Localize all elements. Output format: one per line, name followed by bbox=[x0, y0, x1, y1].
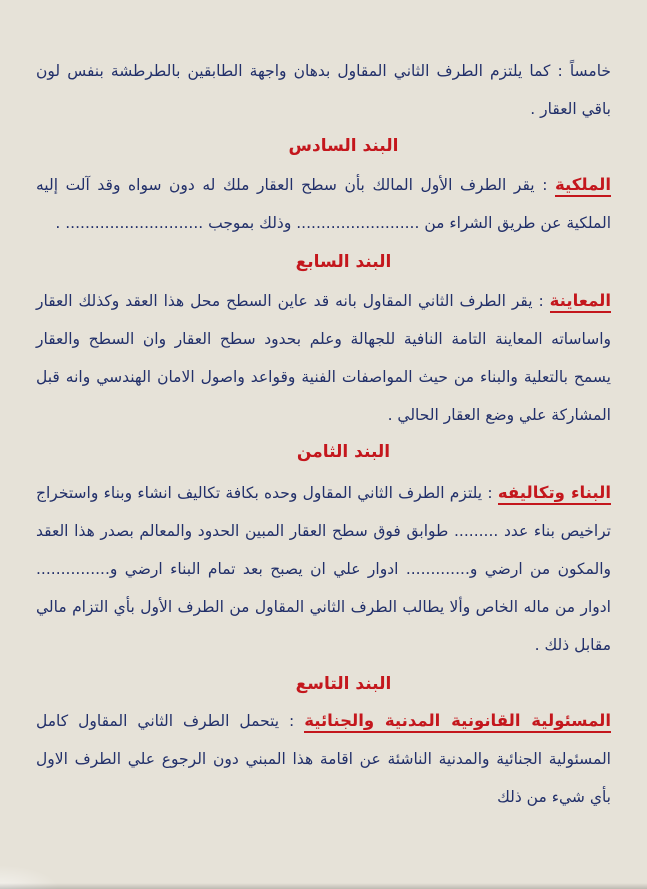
page-bottom-shadow bbox=[0, 883, 647, 889]
clause-eight-heading: البند الثامن bbox=[296, 442, 391, 462]
clause-nine-lead: المسئولية القانونية المدنية والجنائية bbox=[304, 711, 611, 733]
clause-seven-lead: المعاينة bbox=[550, 291, 611, 313]
clause-six-text: : يقر الطرف الأول المالك بأن سطح العقار ملك له دون سواه وقد آلت إليه الملكية عن طريق الشراء من ......................... وذلك بموجب ............................ . bbox=[36, 176, 611, 232]
clause-eight-text: : يلتزم الطرف الثاني المقاول وحده بكافة تكاليف انشاء وبناء واستخراج تراخيص بناء عدد ......... طوابق فوق سطح العقار المبين الحدود والمعالم بصدر هذا العقد والمكون من ارضي و............. ادوار علي ان يصبح بعد تمام البناء ارضي و............... ادوار من ماله الخاص وألا يطالب الطرف الثاني المقاول من الطرف الأول بأي التزام مالي مقابل ذلك . bbox=[36, 484, 611, 654]
clause-six-lead: الملكية bbox=[555, 175, 611, 197]
clause-nine-paragraph bbox=[36, 702, 611, 816]
clause-six-paragraph bbox=[36, 166, 611, 242]
clause-seven-paragraph bbox=[36, 282, 611, 434]
clause-eight-lead: البناء وتكاليفه bbox=[498, 483, 611, 505]
clause-fifth-paragraph: خامساً : كما يلتزم الطرف الثاني المقاول بدهان واجهة الطابقين بالطرطشة بنفس لون باقي العقار . bbox=[36, 62, 611, 118]
clause-six-heading: البند السادس bbox=[288, 136, 399, 156]
clause-seven-text: : يقر الطرف الثاني المقاول بانه قد عاين السطح محل هذا العقد وكذلك العقار واساساته المعاينة التامة النافية للجهالة وعلم بحدود سطح العقار وان السطح والعقار يسمح بالتعلية والبناء من حيث المواصفات الفنية وقواعد واصول الامان الهندسي وانه قبل المشاركة علي وضع العقار الحالي . bbox=[36, 292, 611, 424]
clause-eight-paragraph bbox=[36, 474, 611, 664]
clause-nine-text: : يتحمل الطرف الثاني المقاول كامل المسئولية الجنائية والمدنية الناشئة عن اقامة هذا المبني دون الرجوع علي الطرف الاول بأي شيء من ذلك bbox=[36, 712, 611, 806]
clause-seven-heading: البند السابع bbox=[295, 252, 392, 272]
clause-nine-heading: البند التاسع bbox=[295, 674, 392, 694]
